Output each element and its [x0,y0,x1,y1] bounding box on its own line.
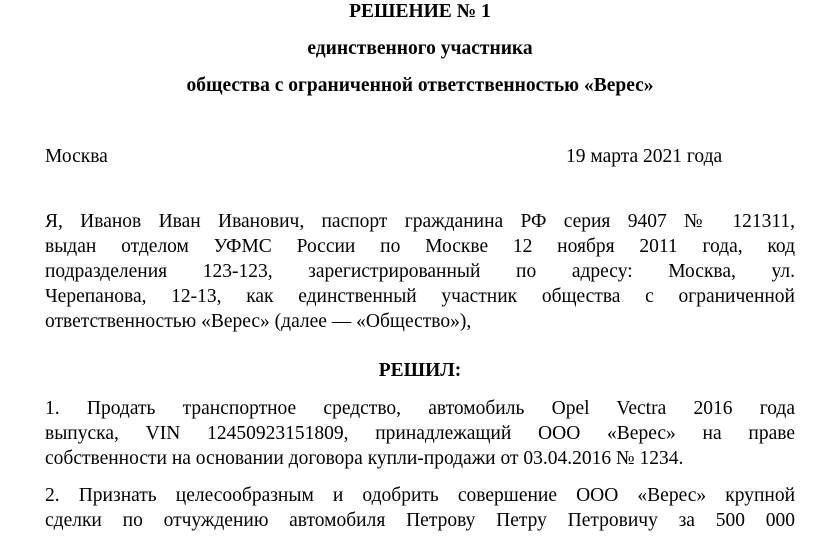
item2-line: 2. Признать целесообразным и одобрить совершение ООО «Верес» крупной [45,485,795,506]
document-subtitle: единственного участника [307,38,533,59]
intro-line: Черепанова, 12-13, как единственный участник общества с ограниченной [45,286,795,307]
document-title: РЕШЕНИЕ № 1 [349,1,491,22]
item1-line: собственности на основании договора купли-продажи от 03.04.2016 № 1234. [45,448,684,469]
intro-line: выдан отделом УФМС России по Москве 12 ноября 2011 года, код [45,236,795,257]
place: Москва [45,146,108,167]
intro-line: подразделения 123-123, зарегистрированный по адресу: Москва, ул. [45,261,795,282]
item1-line: 1. Продать транспортное средство, автомобиль Opel Vectra 2016 года [45,398,795,419]
item1-line: выпуска, VIN 12450923151809, принадлежащий ООО «Верес» на праве [45,423,795,444]
company-name: общества с ограниченной ответственностью «Верес» [186,75,654,96]
intro-line: ответственностью «Верес» (далее — «Общество»), [45,311,472,332]
decided-heading: РЕШИЛ: [378,360,462,381]
date: 19 марта 2021 года [566,146,723,167]
intro-line: Я, Иванов Иван Иванович, паспорт гражданина РФ серия 9407 № 121311, [45,211,795,232]
item2-line: сделки по отчуждению автомобиля Петрову Петру Петровичу за 500 000 [45,510,795,531]
